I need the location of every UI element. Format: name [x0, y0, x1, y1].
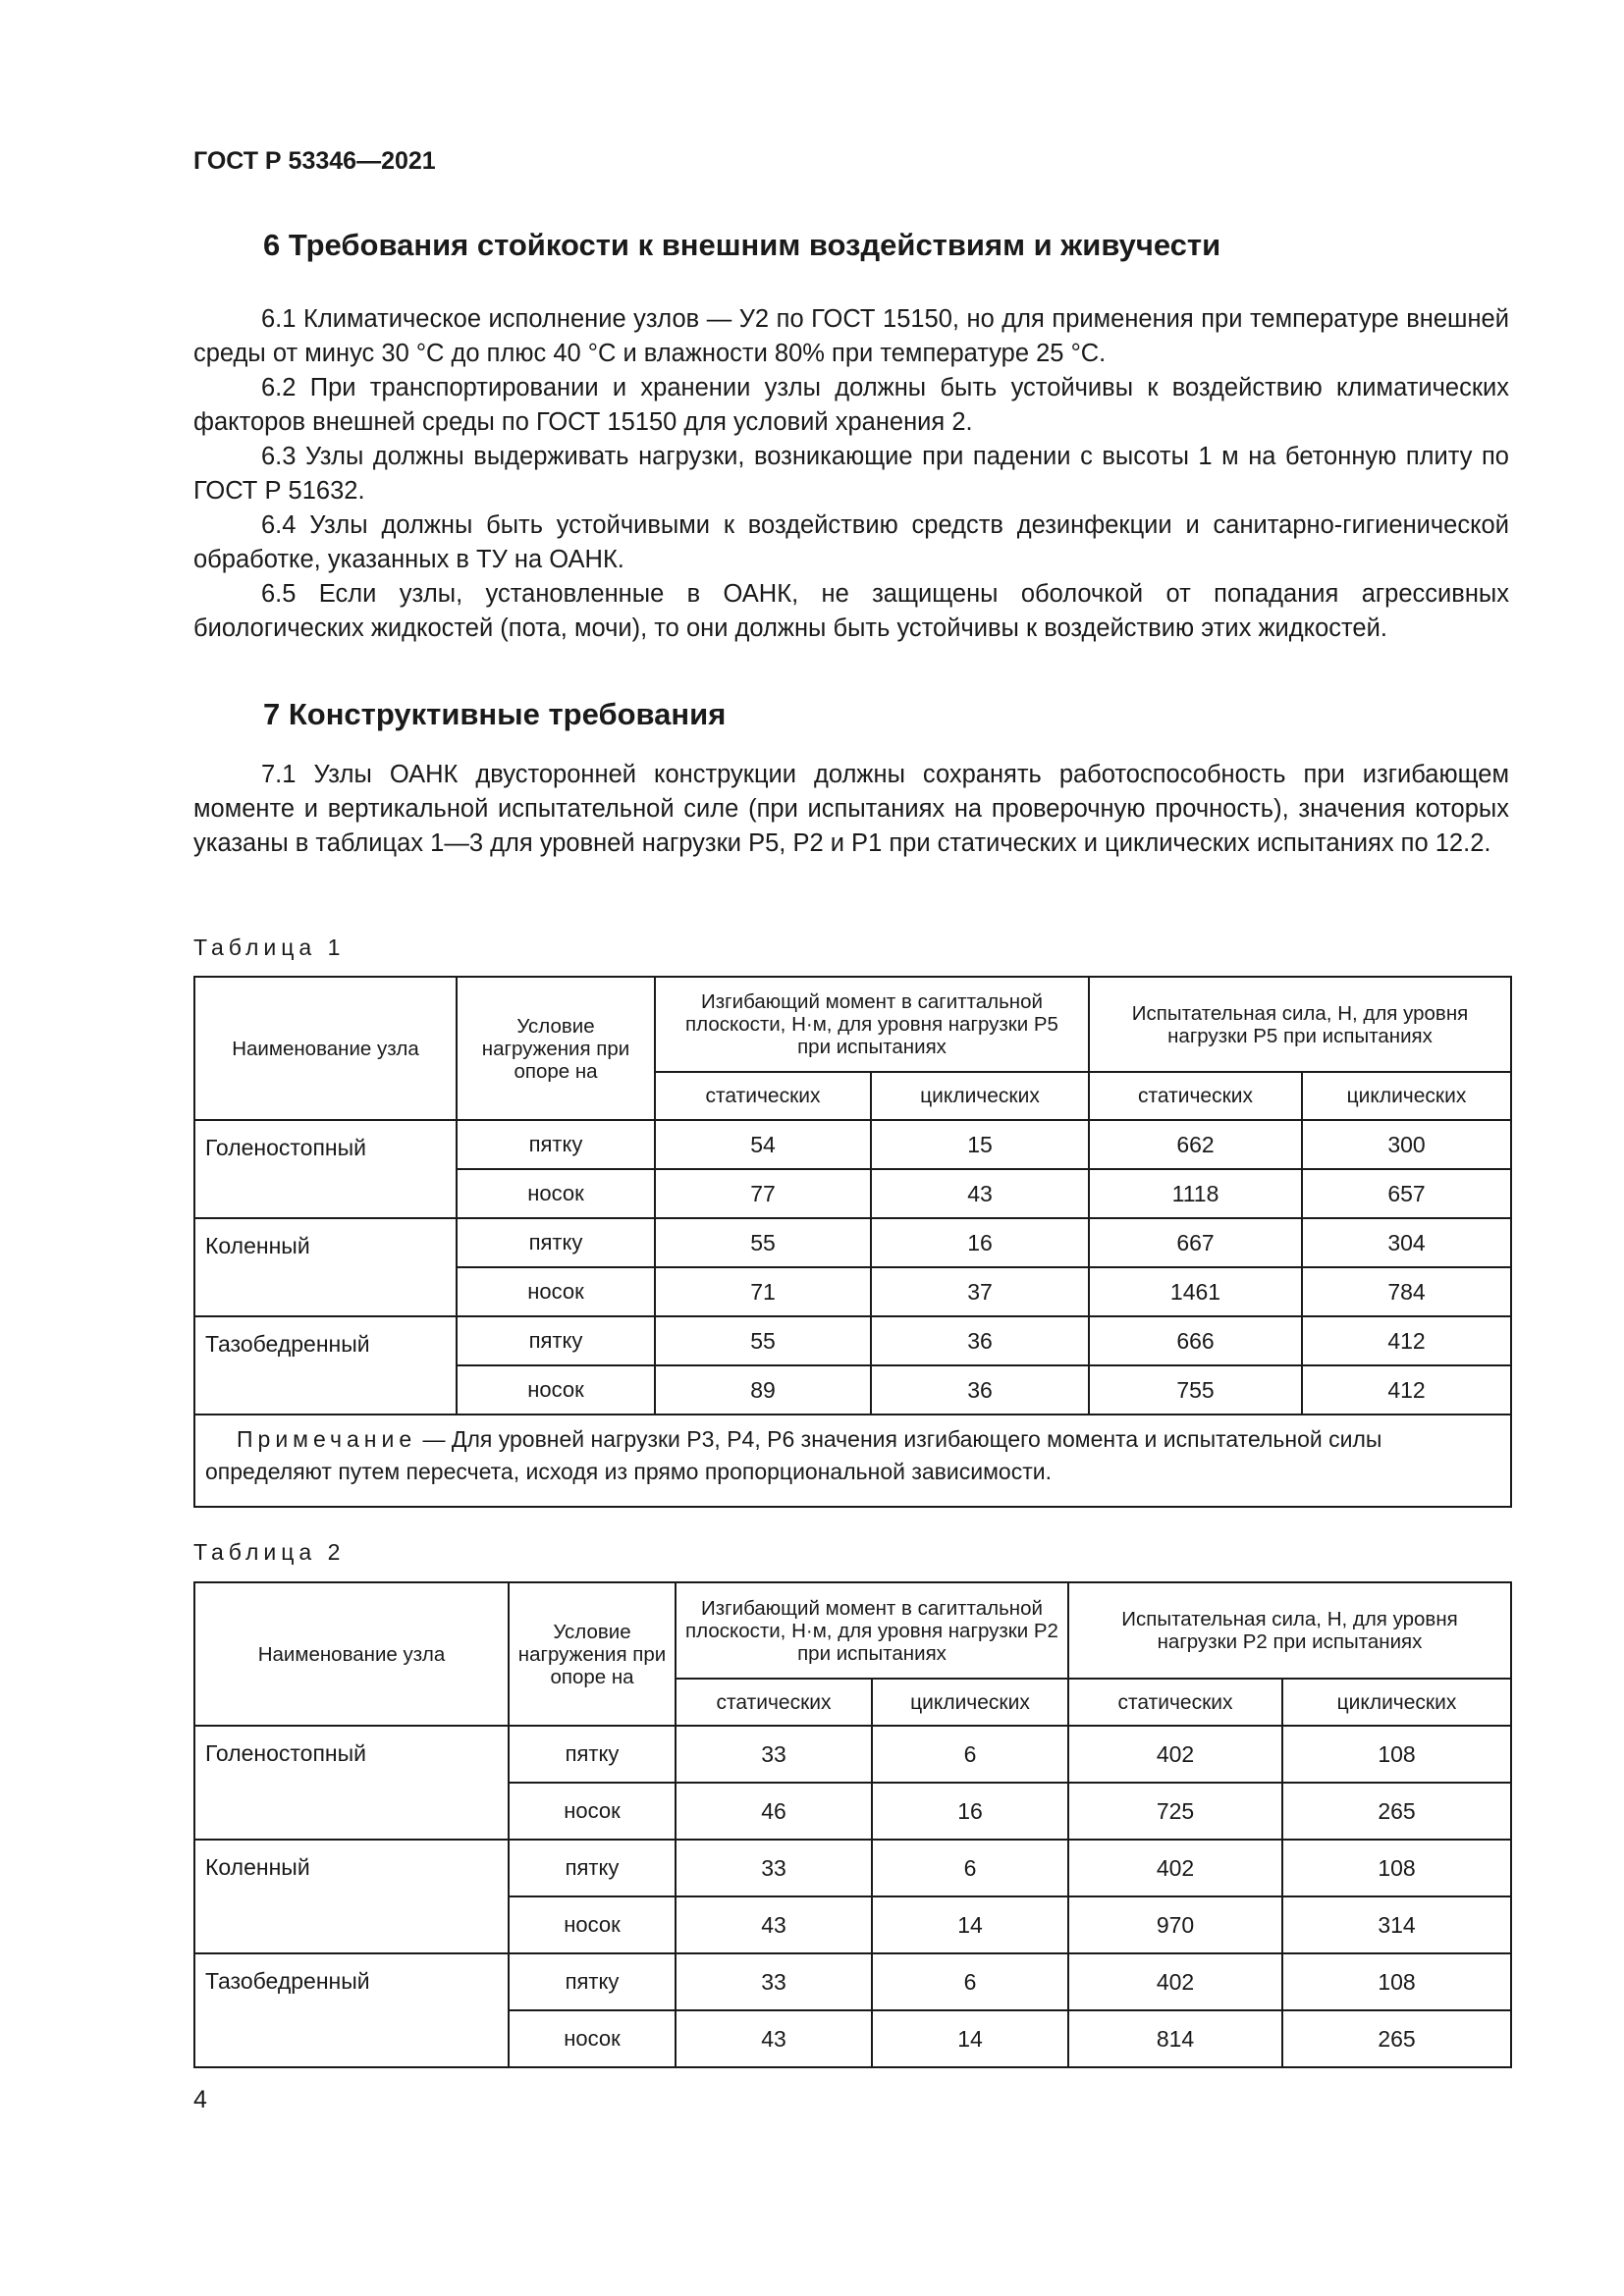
moment-static: 89	[655, 1365, 871, 1415]
table-row	[194, 1218, 1511, 1267]
moment-cyclic: 14	[872, 2010, 1068, 2067]
moment-static: 71	[655, 1267, 871, 1316]
unit-name: Голеностопный	[194, 1120, 457, 1218]
load-condition: носок	[509, 1896, 676, 1953]
column-header-force: Испытательная сила, Н, для уровня нагрузки Р2 при испытаниях	[1068, 1582, 1511, 1679]
moment-static: 43	[676, 2010, 872, 2067]
table-row	[194, 1726, 1511, 1783]
note-label: Примечание	[237, 1426, 417, 1452]
column-header-force-static: статических	[1068, 1679, 1282, 1726]
force-cyclic: 265	[1282, 1783, 1511, 1840]
force-static: 1461	[1089, 1267, 1302, 1316]
column-header-moment-cyclic: циклических	[871, 1072, 1089, 1120]
moment-static: 77	[655, 1169, 871, 1218]
force-cyclic: 108	[1282, 1840, 1511, 1896]
table-row	[194, 1840, 1511, 1896]
moment-static: 46	[676, 1783, 872, 1840]
table-2	[193, 1581, 1512, 2068]
force-static: 814	[1068, 2010, 1282, 2067]
column-header-condition: Условие нагружения при опоре на	[457, 977, 655, 1120]
table-1-caption: Таблица 1	[193, 934, 346, 960]
moment-static: 55	[655, 1218, 871, 1267]
paragraph-6-4: 6.4 Узлы должны быть устойчивыми к воздействию средств дезинфекции и санитарно-гигиенической обработке, указанных в ТУ на ОАНК.	[193, 511, 1509, 573]
table-row	[194, 1316, 1511, 1365]
table-row	[194, 1120, 1511, 1169]
moment-static: 33	[676, 1953, 872, 2010]
load-condition: носок	[457, 1267, 655, 1316]
force-static: 970	[1068, 1896, 1282, 1953]
force-static: 755	[1089, 1365, 1302, 1415]
force-static: 662	[1089, 1120, 1302, 1169]
table-note	[194, 1415, 1511, 1507]
force-cyclic: 300	[1302, 1120, 1511, 1169]
paragraph-6-1: 6.1 Климатическое исполнение узлов — У2 по ГОСТ 15150, но для применения при температуре внешней среды от минус 30 °С до плюс 40 °С и влажности 80% при температуре 25 °С.	[193, 305, 1509, 367]
force-cyclic: 657	[1302, 1169, 1511, 1218]
section-6-body	[193, 302, 1509, 646]
column-header-moment-static: статических	[655, 1072, 871, 1120]
table-1	[193, 976, 1512, 1508]
column-header-unit: Наименование узла	[194, 977, 457, 1120]
moment-cyclic: 36	[871, 1365, 1089, 1415]
paragraph-7-1: 7.1 Узлы ОАНК двусторонней конструкции должны сохранять работоспособность при изгибающем моменте и вертикальной испытательной силе (при испытаниях на проверочную прочность), значения которых указаны в таблицах 1—3 для уровней нагрузки Р5, Р2 и Р1 при статических и циклических испытаниях по 12.2.	[193, 761, 1509, 857]
page-number: 4	[193, 2086, 207, 2113]
force-cyclic: 314	[1282, 1896, 1511, 1953]
moment-cyclic: 16	[872, 1783, 1068, 1840]
force-cyclic: 304	[1302, 1218, 1511, 1267]
force-cyclic: 412	[1302, 1365, 1511, 1415]
load-condition: пятку	[509, 1953, 676, 2010]
unit-name: Тазобедренный	[194, 1316, 457, 1415]
document-header: ГОСТ Р 53346—2021	[193, 147, 436, 175]
section-7-body	[193, 758, 1509, 861]
column-header-unit: Наименование узла	[194, 1582, 509, 1726]
load-condition: носок	[509, 1783, 676, 1840]
section-6-title: 6 Требования стойкости к внешним воздействиям и живучести	[263, 228, 1221, 262]
column-header-condition: Условие нагружения при опоре на	[509, 1582, 676, 1726]
load-condition: пятку	[457, 1218, 655, 1267]
table-2-caption: Таблица 2	[193, 1539, 346, 1565]
paragraph-6-3: 6.3 Узлы должны выдерживать нагрузки, возникающие при падении с высоты 1 м на бетонную плиту по ГОСТ Р 51632.	[193, 443, 1509, 505]
load-condition: носок	[457, 1169, 655, 1218]
force-cyclic: 265	[1282, 2010, 1511, 2067]
paragraph-6-2: 6.2 При транспортировании и хранении узлы должны быть устойчивы к воздействию климатических факторов внешней среды по ГОСТ 15150 для условий хранения 2.	[193, 374, 1509, 436]
column-header-force: Испытательная сила, Н, для уровня нагрузки Р5 при испытаниях	[1089, 977, 1511, 1072]
force-static: 725	[1068, 1783, 1282, 1840]
unit-name: Коленный	[194, 1840, 509, 1953]
column-header-moment-static: статических	[676, 1679, 872, 1726]
moment-static: 55	[655, 1316, 871, 1365]
table-note-row	[194, 1415, 1511, 1507]
moment-cyclic: 37	[871, 1267, 1089, 1316]
moment-static: 54	[655, 1120, 871, 1169]
moment-static: 33	[676, 1726, 872, 1783]
moment-cyclic: 36	[871, 1316, 1089, 1365]
moment-static: 43	[676, 1896, 872, 1953]
column-header-moment: Изгибающий момент в сагиттальной плоскости, Н·м, для уровня нагрузки Р5 при испытаниях	[655, 977, 1089, 1072]
note-text: — Для уровней нагрузки Р3, Р4, Р6 значения изгибающего момента и испытательной силы определяют путем пересчета, исходя из прямо пропорциональной зависимости.	[205, 1426, 1382, 1484]
load-condition: пятку	[457, 1316, 655, 1365]
moment-static: 33	[676, 1840, 872, 1896]
column-header-force-static: статических	[1089, 1072, 1302, 1120]
moment-cyclic: 14	[872, 1896, 1068, 1953]
load-condition: пятку	[457, 1120, 655, 1169]
force-cyclic: 108	[1282, 1953, 1511, 2010]
force-cyclic: 412	[1302, 1316, 1511, 1365]
load-condition: носок	[457, 1365, 655, 1415]
column-header-moment: Изгибающий момент в сагиттальной плоскости, Н·м, для уровня нагрузки Р2 при испытаниях	[676, 1582, 1068, 1679]
unit-name: Тазобедренный	[194, 1953, 509, 2067]
column-header-moment-cyclic: циклических	[872, 1679, 1068, 1726]
force-cyclic: 108	[1282, 1726, 1511, 1783]
force-static: 666	[1089, 1316, 1302, 1365]
force-static: 402	[1068, 1726, 1282, 1783]
column-header-force-cyclic: циклических	[1302, 1072, 1511, 1120]
load-condition: пятку	[509, 1726, 676, 1783]
moment-cyclic: 6	[872, 1953, 1068, 2010]
force-cyclic: 784	[1302, 1267, 1511, 1316]
unit-name: Голеностопный	[194, 1726, 509, 1840]
force-static: 667	[1089, 1218, 1302, 1267]
unit-name: Коленный	[194, 1218, 457, 1316]
force-static: 402	[1068, 1840, 1282, 1896]
moment-cyclic: 16	[871, 1218, 1089, 1267]
force-static: 1118	[1089, 1169, 1302, 1218]
paragraph-6-5: 6.5 Если узлы, установленные в ОАНК, не защищены оболочкой от попадания агрессивных биологических жидкостей (пота, мочи), то они должны быть устойчивы к воздействию этих жидкостей.	[193, 580, 1509, 642]
load-condition: пятку	[509, 1840, 676, 1896]
moment-cyclic: 43	[871, 1169, 1089, 1218]
table-row	[194, 1953, 1511, 2010]
moment-cyclic: 6	[872, 1726, 1068, 1783]
load-condition: носок	[509, 2010, 676, 2067]
section-7-title: 7 Конструктивные требования	[263, 697, 727, 731]
moment-cyclic: 6	[872, 1840, 1068, 1896]
column-header-force-cyclic: циклических	[1282, 1679, 1511, 1726]
moment-cyclic: 15	[871, 1120, 1089, 1169]
force-static: 402	[1068, 1953, 1282, 2010]
